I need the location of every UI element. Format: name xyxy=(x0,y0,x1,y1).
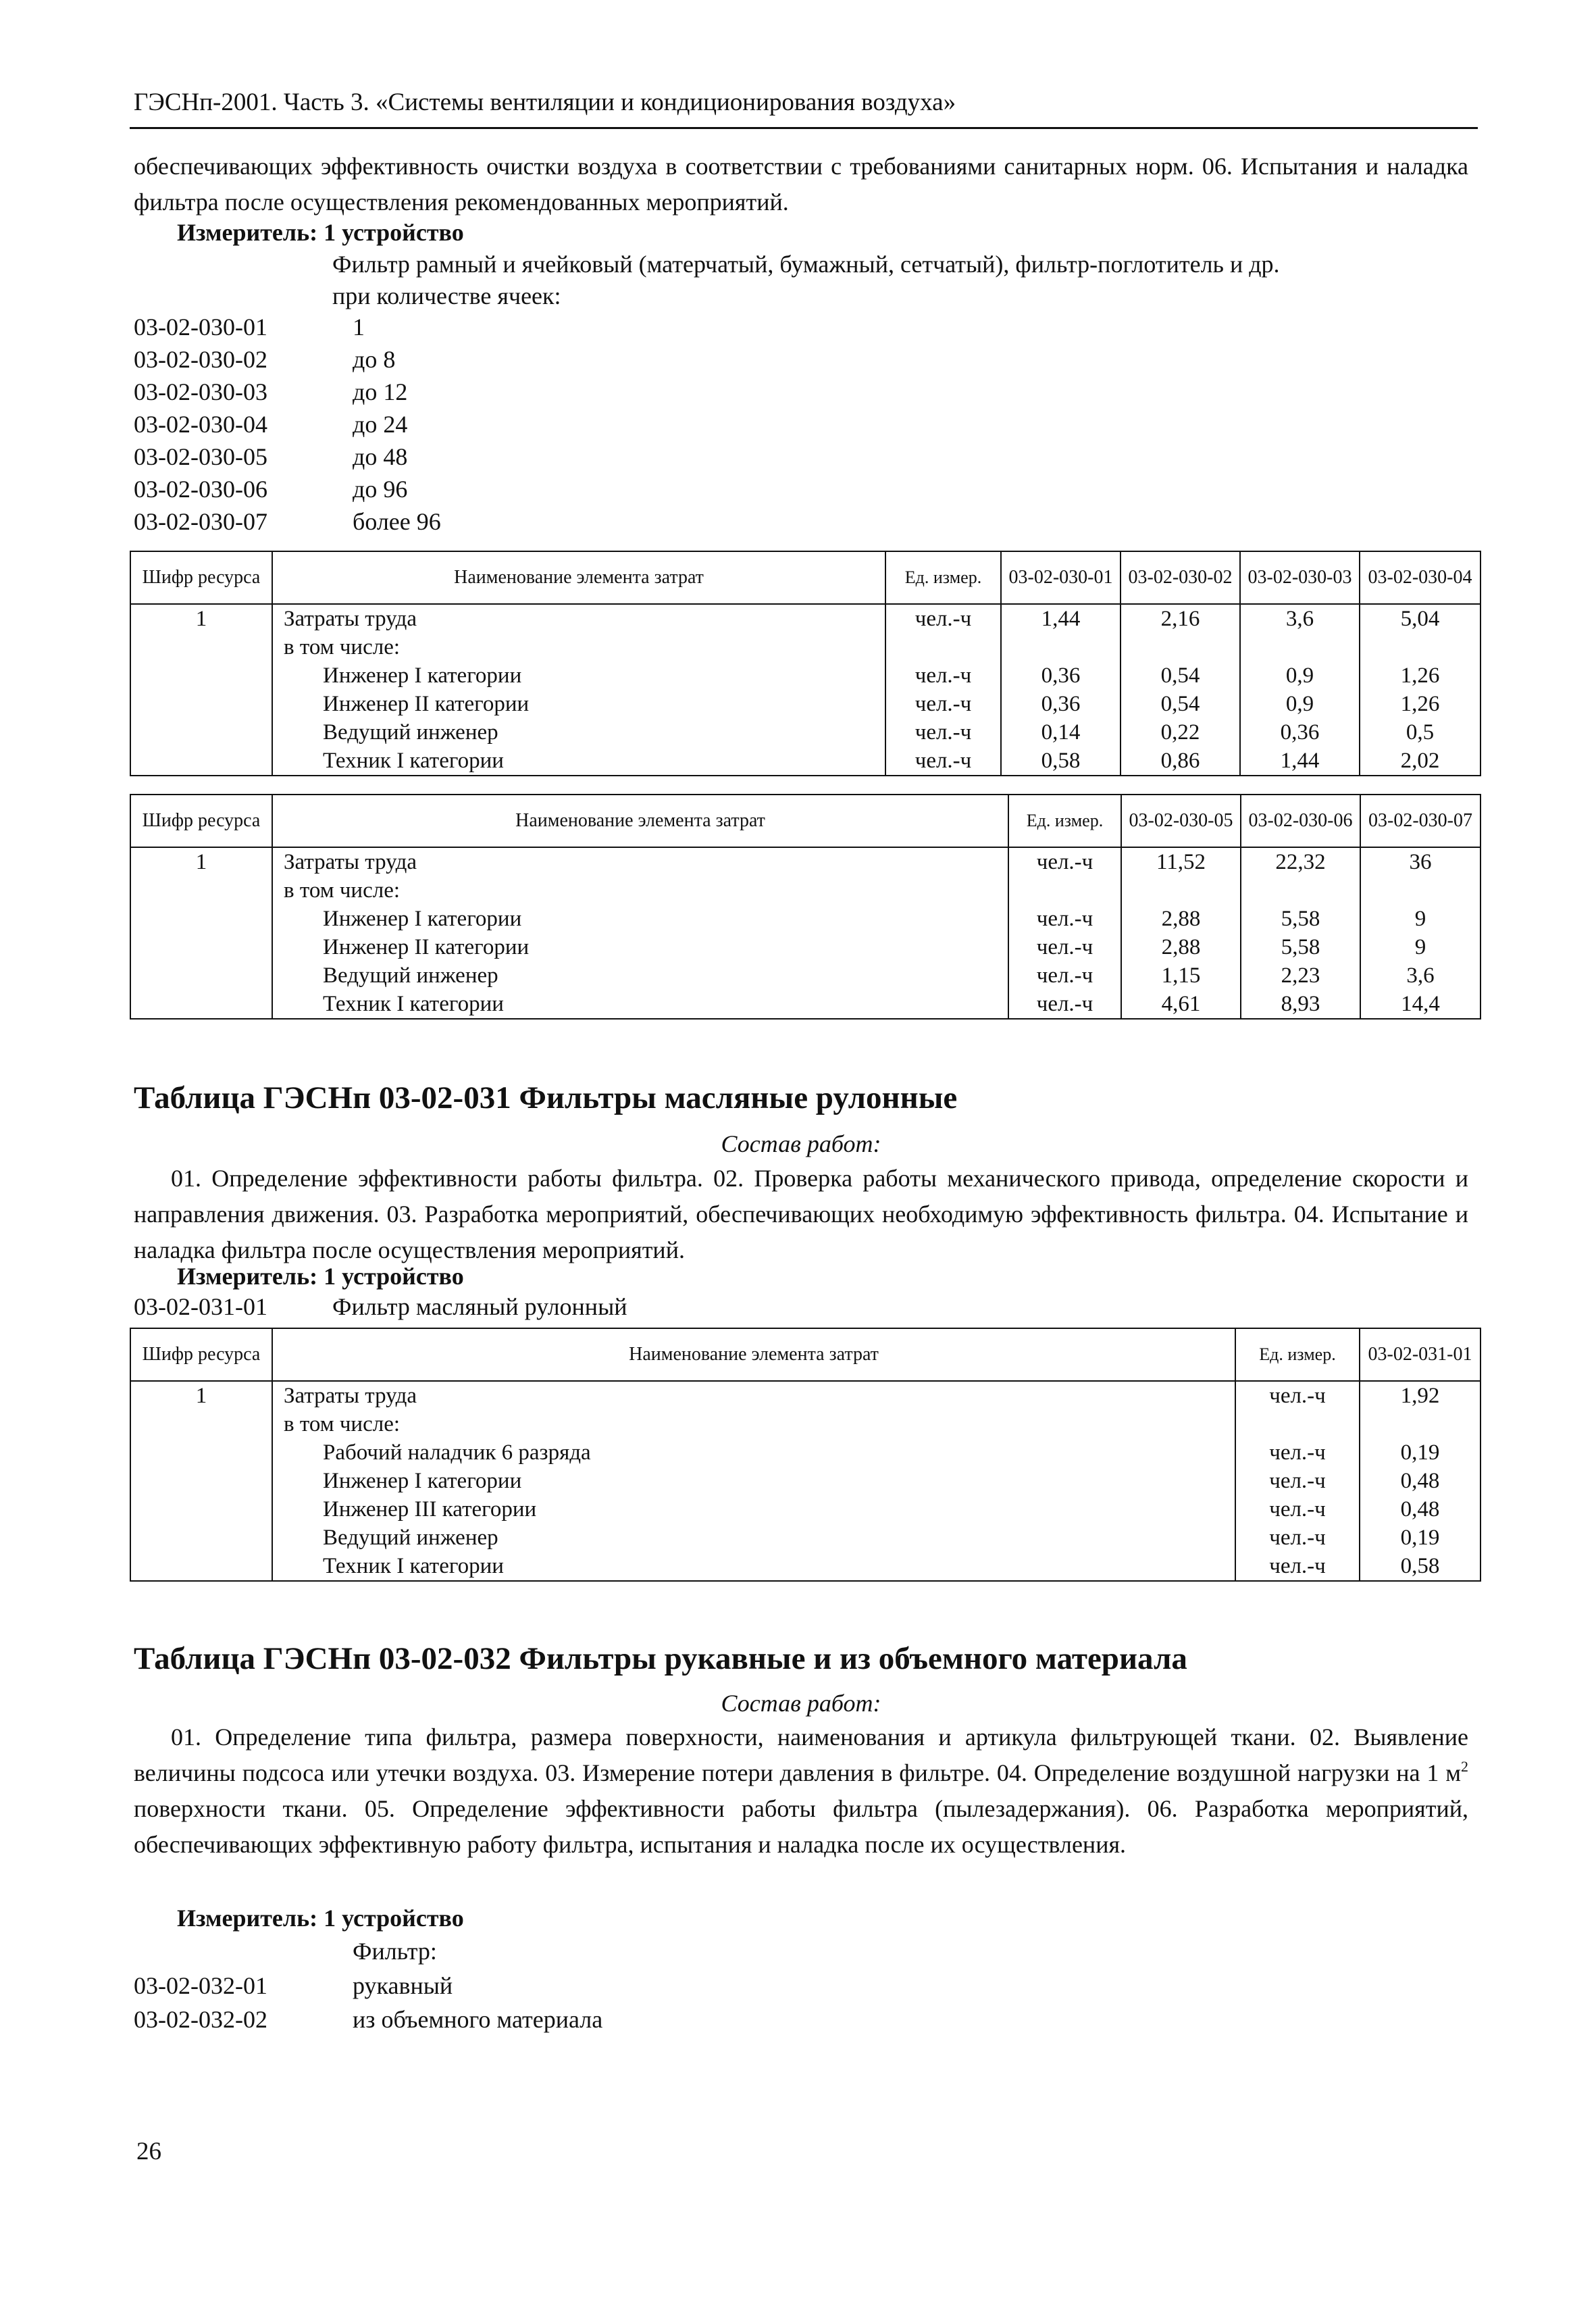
value-cell xyxy=(1360,604,1481,776)
header-col: 03-02-030-04 xyxy=(1360,551,1481,604)
value xyxy=(1360,1410,1480,1438)
row-name: Ведущий инженер xyxy=(323,963,498,988)
code-030-07: 03-02-030-07 xyxy=(134,508,267,535)
code-030-06: 03-02-030-06 xyxy=(134,476,267,503)
row-unit: чел.-ч xyxy=(915,663,972,688)
code-032-01: 03-02-032-01 xyxy=(134,1972,267,1999)
row-unit: чел.-ч xyxy=(1036,992,1093,1016)
code-030-07-desc: более 96 xyxy=(353,508,441,535)
row-unit xyxy=(1236,1410,1359,1438)
value: 5,04 xyxy=(1400,607,1440,631)
value: 0,22 xyxy=(1160,720,1200,745)
row-name: Ведущий инженер xyxy=(323,1526,498,1550)
row-name: Инженер II категории xyxy=(323,935,530,959)
cost-table-030-b xyxy=(130,794,1481,1020)
value: 5,58 xyxy=(1281,907,1320,931)
value: 2,23 xyxy=(1281,963,1320,988)
value: 0,58 xyxy=(1041,749,1081,773)
header-col: 03-02-030-06 xyxy=(1241,795,1360,847)
resource-code-cell xyxy=(130,847,272,1019)
row-unit: чел.-ч xyxy=(1036,907,1093,931)
value-cell xyxy=(1241,847,1360,1019)
header-col: 03-02-030-03 xyxy=(1240,551,1360,604)
name-cell xyxy=(272,604,885,776)
value: 0,36 xyxy=(1041,692,1081,716)
row-unit: чел.-ч xyxy=(1269,1384,1326,1408)
value: 9 xyxy=(1414,935,1426,959)
value: 0,58 xyxy=(1400,1554,1440,1578)
row-unit: чел.-ч xyxy=(915,720,972,745)
value: 1,92 xyxy=(1400,1384,1440,1408)
row-name: Инженер I категории xyxy=(323,663,522,688)
code-032-02: 03-02-032-02 xyxy=(134,2006,267,2033)
value: 1,15 xyxy=(1161,963,1201,988)
value: 0,14 xyxy=(1041,720,1081,745)
value: 3,6 xyxy=(1285,607,1314,631)
row-unit: чел.-ч xyxy=(1269,1469,1326,1493)
header-unit: Ед. измер. xyxy=(885,551,1001,604)
code-030-01-desc: 1 xyxy=(353,313,365,341)
value: 4,61 xyxy=(1161,992,1201,1016)
name-cell xyxy=(272,847,1008,1019)
resource-code-cell xyxy=(130,1381,272,1581)
header-col: 03-02-030-01 xyxy=(1001,551,1121,604)
code-030-03-desc: до 12 xyxy=(353,378,408,405)
header-name: Наименование элемента затрат xyxy=(272,551,885,604)
header-col: 03-02-030-02 xyxy=(1121,551,1240,604)
measure-032: Измеритель: 1 устройство xyxy=(177,1905,464,1932)
value: 0,5 xyxy=(1406,720,1435,745)
page-number: 26 xyxy=(136,2138,161,2165)
value: 3,6 xyxy=(1406,963,1435,988)
code-030-01: 03-02-030-01 xyxy=(134,313,267,341)
header-col: 03-02-030-07 xyxy=(1360,795,1481,847)
value: 14,4 xyxy=(1401,992,1440,1016)
value: 0,9 xyxy=(1285,663,1314,688)
resource-code-cell xyxy=(130,604,272,776)
row-name: Техник I категории xyxy=(323,749,504,773)
value: 0,36 xyxy=(1041,663,1081,688)
header-code: Шифр ресурса xyxy=(130,795,272,847)
row-unit: чел.-ч xyxy=(1269,1440,1326,1465)
value-cell xyxy=(1360,847,1481,1019)
value: 2,16 xyxy=(1160,607,1200,631)
code-030-03: 03-02-030-03 xyxy=(134,378,267,405)
code-030-05: 03-02-030-05 xyxy=(134,443,267,470)
code-032-01-desc: рукавный xyxy=(353,1972,453,1999)
composition-text-032 xyxy=(134,1719,1468,1863)
unit-cell xyxy=(1235,1381,1360,1581)
resource-code: 1 xyxy=(195,850,207,874)
row-unit: чел.-ч xyxy=(1269,1554,1326,1578)
row-unit: чел.-ч xyxy=(1269,1526,1326,1550)
row-name: Инженер I категории xyxy=(323,907,522,931)
value-cell xyxy=(1001,604,1121,776)
value: 1,44 xyxy=(1041,607,1081,631)
row-name: Рабочий наладчик 6 разряда xyxy=(323,1440,591,1465)
value xyxy=(1361,876,1480,905)
header-name: Наименование элемента затрат xyxy=(272,1328,1235,1381)
row-name: Техник I категории xyxy=(323,1554,504,1578)
value: 36 xyxy=(1409,850,1432,874)
row-unit: чел.-ч xyxy=(1269,1497,1326,1521)
code-030-02-desc: до 8 xyxy=(353,346,396,373)
table-031-title: Таблица ГЭСНп 03-02-031 Фильтры масляные рулонные xyxy=(134,1080,958,1115)
filter-description: Фильтр рамный и ячейковый (матерчатый, бумажный, сетчатый), фильтр-поглотитель и др. xyxy=(332,251,1280,278)
table-032-title: Таблица ГЭСНп 03-02-032 Фильтры рукавные и из объемного материала xyxy=(134,1641,1187,1676)
value: 0,54 xyxy=(1160,692,1200,716)
row-name: в том числе: xyxy=(284,1412,401,1436)
value xyxy=(1241,876,1360,905)
row-unit: чел.-ч xyxy=(1036,935,1093,959)
composition-text-031: 01. Определение эффективности работы фильтра. 02. Проверка работы механического привода, определение скорости и направления движения. 03. Разработка мероприятий, обеспечивающих необходимую эффективность фильтра. 04. Испытание и наладка фильтра после осуществления мероприятий. xyxy=(134,1165,1468,1263)
cost-table-030-a xyxy=(130,551,1481,776)
value: 0,19 xyxy=(1400,1526,1440,1550)
resource-code: 1 xyxy=(195,1384,207,1408)
composition-text-032-part1: 01. Определение типа фильтра, размера поверхности, наименования и артикула фильтрующей ткани. 02. Выявление величины подсоса или утечки воздуха. 03. Измерение потери давления в фильтре. 04. Определение воздушной нагрузки на 1 м xyxy=(134,1724,1468,1786)
measure-030: Измеритель: 1 устройство xyxy=(177,219,464,246)
value-cell xyxy=(1121,847,1241,1019)
value xyxy=(1360,633,1480,661)
value xyxy=(1121,633,1239,661)
row-unit: чел.-ч xyxy=(915,607,972,631)
row-name: Затраты труда xyxy=(284,850,417,874)
value: 8,93 xyxy=(1281,992,1320,1016)
value-cell xyxy=(1121,604,1240,776)
value: 2,02 xyxy=(1400,749,1440,773)
superscript-two: 2 xyxy=(1461,1758,1468,1775)
filter-label-032: Фильтр: xyxy=(353,1938,437,1965)
value: 22,32 xyxy=(1275,850,1326,874)
row-name: Инженер I категории xyxy=(323,1469,522,1493)
row-unit: чел.-ч xyxy=(1036,963,1093,988)
header-unit: Ед. измер. xyxy=(1235,1328,1360,1381)
composition-label-032: Состав работ: xyxy=(721,1690,881,1717)
row-unit: чел.-ч xyxy=(1036,850,1093,874)
header-unit: Ед. измер. xyxy=(1008,795,1121,847)
resource-code: 1 xyxy=(195,607,207,631)
code-030-02: 03-02-030-02 xyxy=(134,346,267,373)
header-rule xyxy=(130,127,1478,129)
value xyxy=(1241,633,1359,661)
code-030-05-desc: до 48 xyxy=(353,443,408,470)
row-name: Затраты труда xyxy=(284,607,417,631)
code-031-01: 03-02-031-01 xyxy=(134,1293,267,1320)
row-unit: чел.-ч xyxy=(915,749,972,773)
code-030-06-desc: до 96 xyxy=(353,476,408,503)
value: 5,58 xyxy=(1281,935,1320,959)
value: 0,48 xyxy=(1400,1469,1440,1493)
value: 2,88 xyxy=(1161,935,1201,959)
cell-count-label: при количестве ячеек: xyxy=(332,282,561,309)
code-031-01-desc: Фильтр масляный рулонный xyxy=(332,1293,627,1320)
value: 0,36 xyxy=(1280,720,1320,745)
value-cell xyxy=(1240,604,1360,776)
value xyxy=(1122,876,1240,905)
running-header: ГЭСНп-2001. Часть 3. «Системы вентиляции и кондиционирования воздуха» xyxy=(134,89,956,116)
composition-text-032-part2: поверхности ткани. 05. Определение эффективности работы фильтра (пылезадержания). 06. Разработка мероприятий, обеспечивающих эффективную работу фильтра, испытания и наладка после их осуществления. xyxy=(134,1795,1468,1858)
code-030-04-desc: до 24 xyxy=(353,411,408,438)
row-name: Инженер III категории xyxy=(323,1497,537,1521)
row-name: Инженер II категории xyxy=(323,692,530,716)
row-name: в том числе: xyxy=(284,878,401,903)
cost-table-031 xyxy=(130,1328,1481,1582)
value: 11,52 xyxy=(1156,850,1206,874)
value: 1,26 xyxy=(1400,663,1440,688)
value: 0,19 xyxy=(1400,1440,1440,1465)
value: 1,44 xyxy=(1280,749,1320,773)
header-code: Шифр ресурса xyxy=(130,551,272,604)
value: 0,48 xyxy=(1400,1497,1440,1521)
measure-031: Измеритель: 1 устройство xyxy=(177,1263,464,1290)
unit-cell xyxy=(1008,847,1121,1019)
value: 0,9 xyxy=(1285,692,1314,716)
row-unit xyxy=(886,633,1000,661)
header-name: Наименование элемента затрат xyxy=(272,795,1008,847)
value xyxy=(1002,633,1120,661)
composition-label-031: Состав работ: xyxy=(721,1130,881,1157)
header-col: 03-02-031-01 xyxy=(1360,1328,1481,1381)
row-name: Затраты труда xyxy=(284,1384,417,1408)
value: 2,88 xyxy=(1161,907,1201,931)
row-unit: чел.-ч xyxy=(915,692,972,716)
header-col: 03-02-030-05 xyxy=(1121,795,1241,847)
value: 1,26 xyxy=(1400,692,1440,716)
row-unit xyxy=(1009,876,1121,905)
intro-paragraph: обеспечивающих эффективность очистки воздуха в соответствии с требованиями санитарных норм. 06. Испытания и наладка фильтра после осуществления рекомендованных мероприятий. xyxy=(134,153,1468,216)
name-cell xyxy=(272,1381,1235,1581)
unit-cell xyxy=(885,604,1001,776)
code-032-02-desc: из объемного материала xyxy=(353,2006,603,2033)
value: 9 xyxy=(1414,907,1426,931)
header-code: Шифр ресурса xyxy=(130,1328,272,1381)
value: 0,54 xyxy=(1160,663,1200,688)
row-name: Техник I категории xyxy=(323,992,504,1016)
row-name: в том числе: xyxy=(284,635,401,659)
value-cell xyxy=(1360,1381,1481,1581)
code-030-04: 03-02-030-04 xyxy=(134,411,267,438)
value: 0,86 xyxy=(1160,749,1200,773)
row-name: Ведущий инженер xyxy=(323,720,498,745)
